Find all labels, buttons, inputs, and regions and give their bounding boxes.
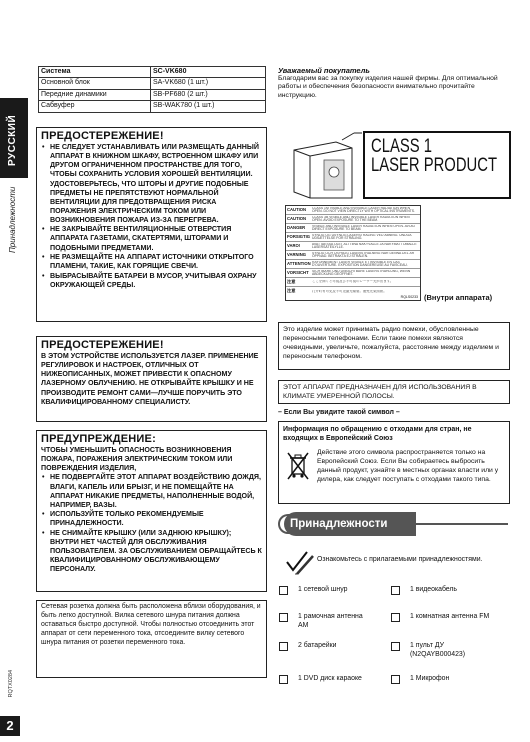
- table-cell: Основной блок: [39, 78, 151, 89]
- laser-class-line1: CLASS 1: [371, 136, 432, 157]
- label-row: [286, 206, 420, 215]
- warning-title: ПРЕДОСТЕРЕЖЕНИЕ!: [41, 339, 164, 351]
- accessory-label: 1 видеокабель: [410, 586, 458, 593]
- system-table: [38, 66, 266, 113]
- language-label: РУССКИЙ: [7, 114, 18, 166]
- climate-note-text: ЭТОТ АППАРАТ ПРЕДНАЗНАЧЕН ДЛЯ ИСПОЛЬЗОВАНИЯ В КЛИМАТЕ УМЕРЕННОЙ ПОЛОСЫ.: [283, 384, 477, 400]
- warning-text: В ЭТОМ УСТРОЙСТВЕ ИСПОЛЬЗУЕТСЯ ЛАЗЕР. ПРИМЕНЕНИЕ РЕГУЛИРОВОК И НАСТРОЕК, ОТЛИЧНЫХ ОТ НИЖЕОПИСАННЫХ, МОЖЕТ ПРИВЕСТИ К ОПАСНОМУ ЛАЗЕРНОМУ ОБЛУЧЕНИЮ. НЕ ОТКРЫВАЙТЕ КРЫШКУ И НЕ ПРОИЗВОДИТЕ РЕМОНТ САМИ—ЛУЧШЕ ПОРУЧИТЬ ЭТО КВАЛИФИЦИРОВАННОМУ СПЕЦИАЛИСТУ.: [41, 352, 259, 406]
- label-row: [286, 233, 420, 242]
- warning-intro: ЧТОБЫ УМЕНЬШИТЬ ОПАСНОСТЬ ВОЗНИКНОВЕНИЯ ПОЖАРА, ПОРАЖЕНИЯ ЭЛЕКТРИЧЕСКИМ ТОКОМ ИЛИ ПОВРЕЖДЕНИЯ ИЗДЕЛИЯ,: [41, 446, 233, 473]
- label-key: 注意: [287, 278, 296, 284]
- climate-note: [278, 380, 510, 404]
- warning-title: ПРЕДОСТЕРЕЖЕНИЕ!: [41, 130, 164, 142]
- check-accessories-text: Ознакомьтесь с прилагаемыми принадлежностями.: [317, 556, 483, 563]
- accessory-item-microphone[interactable]: [391, 674, 511, 684]
- label-row: [286, 251, 420, 260]
- list-item: • НЕ СНИМАЙТЕ КРЫШКУ (ИЛИ ЗАДНЮЮ КРЫШКУ); ВНУТРИ НЕТ ЧАСТЕЙ ДЛЯ ОБСЛУЖИВАНИЯ ПОЛЬЗОВАТЕЛЕМ. ЗА ОБСЛУЖИВАНИЕМ ОБРАЩАЙТЕСЬ К КВАЛИФИЦИРОВАННОМУ ОБСЛУЖИВАЮЩЕМУ ПЕРСОНАЛУ.: [41, 529, 262, 574]
- accessory-label: 1 сетевой шнур: [298, 586, 348, 593]
- list-item: • ИСПОЛЬЗУЙТЕ ТОЛЬКО РЕКОМЕНДУЕМЫЕ ПРИНАДЛЕЖНОСТИ.: [41, 510, 262, 528]
- accessories-header: [278, 512, 510, 536]
- accessory-item-remote[interactable]: [391, 641, 511, 660]
- table-cell: Сабвуфер: [39, 101, 151, 112]
- accessory-label: 1 DVD диск караоке: [298, 675, 362, 682]
- label-key: VORSICHT: [287, 269, 309, 275]
- label-value: VISIBLE AND INVISIBLE LASER RADIATION WHEN OPEN. AVOID DIRECT EXPOSURE TO BEAM.: [312, 224, 415, 231]
- accessory-item-karaoke-disc[interactable]: [279, 674, 389, 684]
- label-row: [286, 224, 420, 233]
- warning-title: ПРЕДУПРЕЖДЕНИЕ:: [41, 433, 156, 445]
- checkbox[interactable]: [279, 613, 288, 622]
- label-key: VARO!: [287, 242, 301, 248]
- accessory-item-batteries[interactable]: [279, 641, 389, 651]
- laser-class-label: [363, 131, 511, 199]
- table-cell: SC-VK680: [151, 67, 266, 78]
- warning-label-panel: [285, 205, 421, 301]
- section-label: Принадлежности: [8, 186, 17, 254]
- label-key: FORSIGTIG: [287, 233, 311, 239]
- label-value: AVATTAESSA OLET ALTTIINA NÄKYVÄLLE JA NÄKYMÄTTÖMÄLLE LASERSÄTEILYLLE.: [312, 242, 417, 249]
- accessory-item-power-cord[interactable]: [279, 585, 394, 595]
- accessory-label: 1 комнатная антенна FM: [410, 613, 490, 620]
- label-key: VARNING: [287, 251, 306, 257]
- fire-warning-box: [36, 430, 267, 592]
- table-row: [39, 101, 266, 112]
- laser-class-line2: LASER PRODUCT: [371, 155, 497, 176]
- greeting-text: Благодарим вас за покупку изделия нашей фирмы. Для оптимальной работы и обеспечения безопасности внимательно прочитайте инструкцию.: [278, 75, 498, 99]
- label-row: [286, 242, 420, 251]
- table-row: [39, 89, 266, 100]
- symbol-heading: – Если Вы увидите такой символ –: [278, 409, 400, 416]
- label-value: 打开时有可见及不可见激光辐射。避免光束照射。: [312, 289, 387, 293]
- greeting-title: Уважаемый покупатель: [278, 66, 370, 75]
- checkbox[interactable]: [391, 675, 400, 684]
- socket-note-text: Сетевая розетка должна быть расположена вблизи оборудования, и быть легко доступной. Вилка сетевого шнура питания должна оставаться быстро доступной. Чтобы полностью отсоединить этот аппарат от сети переменного тока, отсоедините вилку сетевого шнура питания от розетки переменного тока.: [41, 603, 261, 646]
- accessory-item-video-cable[interactable]: [391, 585, 511, 595]
- accessory-item-am-antenna[interactable]: [279, 612, 389, 631]
- list-item: • ВЫБРАСЫВАЙТЕ БАТАРЕИ В МУСОР, УЧИТЫВАЯ ОХРАНУ ОКРУЖАЮЩЕЙ СРЕДЫ.: [41, 272, 262, 290]
- radio-note-text: Это изделие может принимать радио помехи, обусловленные переносными телефонами. Если такие помехи являются очевидными, увеличьте, пожалуйста, расстояние между изделием и переносным телефоном.: [283, 326, 499, 360]
- label-code: RQLS0233: [400, 294, 418, 299]
- table-cell: SB-WAK780 (1 шт.): [151, 101, 266, 112]
- accessory-label: 1 рамочная антенна AM: [298, 613, 363, 630]
- socket-note-box: [36, 600, 267, 678]
- warning-list: [41, 473, 262, 574]
- list-item: • НЕ РАЗМЕЩАЙТЕ НА АППАРАТ ИСТОЧНИКИ ОТКРЫТОГО ПЛАМЕНИ, ТАКИЕ, КАК ГОРЯЩИЕ СВЕЧИ.: [41, 253, 262, 271]
- checkbox[interactable]: [391, 586, 400, 595]
- accessory-item-fm-antenna[interactable]: [391, 612, 511, 622]
- label-row: [286, 260, 420, 269]
- label-value: SYNLIG OCH OSYNLIG LASERSTRÅLNING NÄR DENNA DEL ÄR ÖPPNAD. BETRAKTA EJ STRÅLEN.: [312, 251, 415, 258]
- disposal-title: Информация по обращению с отходами для стран, не входящих в Европейский Союз: [283, 426, 472, 443]
- table-cell: SA-VK680 (1 шт.): [151, 78, 266, 89]
- label-key: DANGER: [287, 224, 306, 230]
- inside-unit-caption: (Внутри аппарата): [424, 293, 493, 302]
- table-cell: Передние динамики: [39, 89, 151, 100]
- label-key: ATTENTION: [287, 260, 311, 266]
- pen-check-icon: [283, 548, 317, 576]
- checkbox[interactable]: [391, 613, 400, 622]
- list-item: • НЕ ЗАКРЫВАЙТЕ ВЕНТИЛЯЦИОННЫЕ ОТВЕРСТИЯ АППАРАТА ГАЗЕТАМИ, СКАТЕРТЯМИ, ШТОРАМИ И ПОДОБНЫМИ ПРЕДМЕТАМИ.: [41, 225, 262, 252]
- accessory-label: 1 пульт ДУ (N2QAYB000423): [410, 642, 466, 659]
- table-cell: SB-PF680 (2 шт.): [151, 89, 266, 100]
- checkbox[interactable]: [279, 586, 288, 595]
- label-row: [286, 269, 420, 278]
- disposal-text: Действие этого символа распространяется только на Европейский Союз. Если Вы собираетесь выбросить данный продукт, узнайте в местных органах власти или у дилера, как следует поступать с отходами такого типа.: [317, 449, 499, 483]
- document-code: RQTX0284: [8, 670, 14, 698]
- label-value: CLASS 3B VISIBLE AND INVISIBLE LASER RADIATION WHEN OPEN. AVOID EXPOSURE TO THE BEAM.: [312, 215, 410, 222]
- label-key: CAUTION: [287, 206, 307, 212]
- accessory-label: 1 Микрофон: [410, 675, 450, 682]
- table-cell: Система: [39, 67, 151, 78]
- table-row: [39, 67, 266, 78]
- label-row: [286, 278, 420, 287]
- label-value: RAYONNEMENT LASER VISIBLE ET INVISIBLE EN CAS D'OUVERTURE. EXPOSITION DANGEREUSE AU FAISCEAU.: [312, 260, 408, 267]
- label-value: CLASS 1M VISIBLE AND INVISIBLE LASER RADIATION WHEN OPEN. DO NOT VIEW DIRECTLY WITH OPTICAL INSTRUMENTS.: [312, 206, 415, 213]
- label-key: CAUTION: [287, 215, 307, 221]
- list-item: • НЕ ПОДВЕРГАЙТЕ ЭТОТ АППАРАТ ВОЗДЕЙСТВИЮ ДОЖДЯ, ВЛАГИ, КАПЕЛЬ ИЛИ БРЫЗГ, И НЕ ПОМЕЩАЙТЕ НА АППАРАТ НИКАКИЕ ПРЕДМЕТЫ, НАПОЛНЕННЫЕ ВОДОЙ, НАПРИМЕР, ВАЗЫ.: [41, 473, 262, 509]
- table-row: [39, 78, 266, 89]
- label-value: SICHTBARE UND UNSICHTBARE LASERSTRAHLUNG, WENN ABDECKUNG GEÖFFNET.: [312, 269, 411, 276]
- accessory-label: 2 батарейки: [298, 642, 337, 649]
- accessories-title: Принадлежности: [284, 512, 416, 536]
- device-illustration: [284, 132, 362, 200]
- label-row: [286, 215, 420, 224]
- warning-list: [41, 143, 262, 290]
- radio-interference-note: [278, 322, 510, 370]
- page-number: 2: [0, 716, 20, 736]
- ventilation-warning-box: [36, 127, 267, 322]
- label-value: SYNLIG OG USYNLIG LASERSTRÅLING VED ÅBNING. UNDGÅ UDSÆTTELSE FOR STRÅLING.: [312, 233, 412, 240]
- crossed-bin-icon: [287, 452, 309, 480]
- checkbox[interactable]: [279, 675, 288, 684]
- checkbox[interactable]: [391, 642, 400, 651]
- banner-line: [416, 523, 508, 525]
- list-item: • НЕ СЛЕДУЕТ УСТАНАВЛИВАТЬ ИЛИ РАЗМЕЩАТЬ ДАННЫЙ АППАРАТ В КНИЖНОМ ШКАФУ, ВСТРОЕННОМ ШКАФУ ИЛИ ДРУГОМ ОГРАНИЧЕННОМ ПРОСТРАНСТВЕ ДЛЯ ТОГО, ЧТОБЫ СОХРАНИТЬ УСЛОВИЯ ХОРОШЕЙ ВЕНТИЛЯЦИИ. УДОСТОВЕРЬТЕСЬ, ЧТО ШТОРЫ И ДРУГИЕ ПОДОБНЫЕ ПРЕДМЕТЫ НЕ ПРЕПЯТСТВУЮТ НОРМАЛЬНОЙ ВЕНТИЛЯЦИИ ДЛЯ ПРЕДОТВРАЩЕНИЯ РИСКА ПОРАЖЕНИЯ ЭЛЕКТРИЧЕСКИМ ТОКОМ ИЛИ ВОЗНИКНОВЕНИЯ ПОЖАРА ИЗ-ЗА ПЕРЕГРЕВА.: [41, 143, 262, 225]
- label-key: 注意: [287, 288, 296, 294]
- checkbox[interactable]: [279, 642, 288, 651]
- disposal-info-box: [278, 421, 510, 504]
- laser-warning-box: [36, 336, 267, 422]
- label-value: ここを開くと可視及び不可視のレーザー光が出ます。: [312, 280, 394, 284]
